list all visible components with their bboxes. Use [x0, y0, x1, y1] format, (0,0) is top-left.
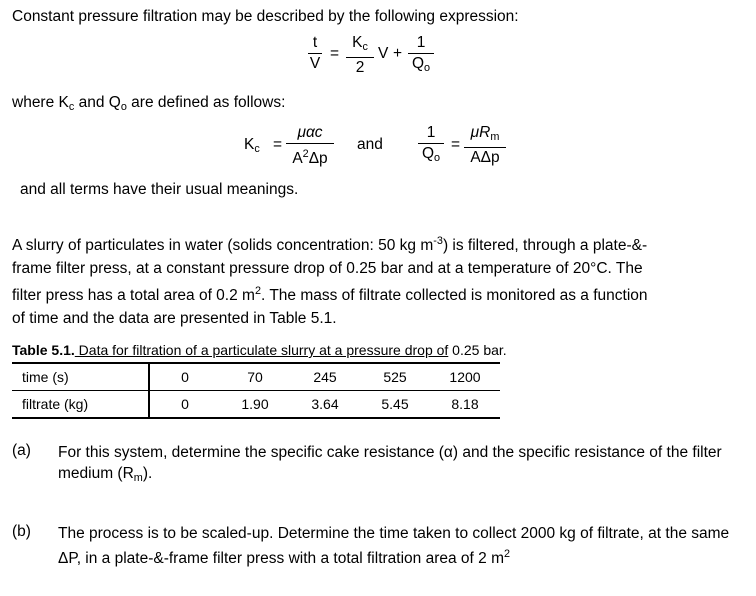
fraction-qo-definition: $\mu R_m$ AΔp	[464, 124, 506, 167]
where-text: where $K_c$ and $Q_o$ are defined as follows:	[12, 94, 286, 113]
table-caption: Table 5.1. Data for filtration of a particulate slurry at a pressure drop of 0.25 bar.	[12, 342, 507, 358]
fraction-1-over-qo-def: 1 $Q_o$	[418, 124, 444, 167]
terms-text: and all terms have their usual meanings.	[20, 181, 299, 198]
fraction-t-over-v: t V	[309, 34, 321, 72]
fraction-kc-definition: μαc $A^2\Delta p$	[286, 124, 334, 168]
and-word: and	[357, 136, 383, 153]
table-row-filtrate: filtrate (kg) 0 1.90 3.64 5.45 8.18	[12, 391, 500, 419]
kc-symbol: $K_c$	[244, 136, 260, 155]
fraction-1-over-qo: 1 $Q_o$	[408, 34, 434, 77]
filtration-data-table	[12, 362, 500, 419]
fraction-kc-over-2: $K_c$ 2	[346, 34, 374, 77]
table-row-time: time (s) 0 70 245 525 1200	[12, 363, 500, 391]
problem-paragraph: A slurry of particulates in water (solids concentration: 50 kg $m^{-3}$) is filtered, through a plate-&- frame filter press, at a constant pressure drop of 0.25 bar and at a temperature of 20°C. The filter press has a total area of 0.2 $m^2$. The mass of filtrate collected is monitored as a function of time and the data are presented in Table 5.1.	[12, 235, 648, 327]
intro-text: Constant pressure filtration may be described by the following expression:	[12, 8, 519, 25]
